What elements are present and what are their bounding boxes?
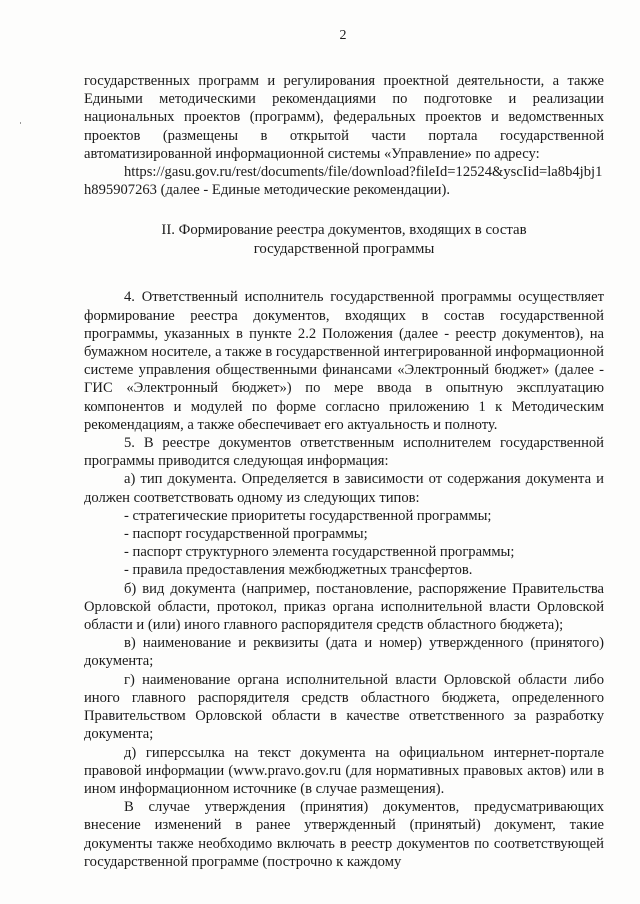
list-item: - паспорт государственной программы; [124, 526, 368, 543]
section-heading-line-2: государственной программы [253, 240, 435, 257]
page-number: 2 [339, 28, 347, 43]
document-body [84, 72, 604, 871]
paragraph-item-5: 5. В реестре документов ответственным исполнителем государственной программы приводится следующая информация: [84, 435, 604, 470]
paragraph-amendments: В случае утверждения (принятия) документов, предусматривающих внесение изменений в ранее утвержденный (принятый) документ, такие документы также необходимо включать в реестр документов по соответствующей государственной программе (построчно к каждому [84, 799, 604, 870]
paragraph-item-g: г) наименование органа исполнительной власти Орловской области либо иного главного распорядителя средств областного бюджета, определенного Правительством Орловской области в качестве ответственного за разработку документа; [84, 671, 604, 743]
section-heading [84, 221, 604, 258]
paragraph-item-4: 4. Ответственный исполнитель государственной программы осуществляет формирование реестра документов, входящих в состав государственной программы, указанных в пункте 2.2 Положения (далее - реестр документов), на бумажном носителе, а также в государственной интегрированной информационной системе управления общественными финансами «Электронный бюджет» (далее - ГИС «Электронный бюджет») по мере ввода в опытную эксплуатацию компонентов и модулей по форме согласно приложению 1 к Методическим рекомендациям, а также обеспечивает его актуальность и полноту. [84, 289, 604, 433]
paragraph-item-a: а) тип документа. Определяется в зависимости от содержания документа и должен соответствовать одному из следующих типов: [84, 471, 604, 506]
paragraph-intro: государственных программ и регулирования проектной деятельности, а также Едиными методическими рекомендациями по подготовке и реализации национальных проектов (программ), федеральных проектов и ведомственных проектов (размещены в открытой части портала государственной автоматизированной информационной системы «Управление» по адресу: [84, 73, 604, 162]
list-item: - стратегические приоритеты государственной программы; [124, 507, 492, 524]
list-item: - правила предоставления межбюджетных трансфертов. [124, 562, 473, 579]
list-item: - паспорт структурного элемента государственной программы; [124, 544, 515, 561]
margin-mark [20, 122, 21, 124]
section-heading-line-1: II. Формирование реестра документов, входящих в состав [161, 222, 527, 239]
paragraph-url: https://gasu.gov.ru/rest/documents/file/download?fileId=12524&yscIid=la8b4jbj1h895907263 (далее - Единые методические рекомендации). [84, 164, 603, 199]
paragraph-item-v: в) наименование и реквизиты (дата и номер) утвержденного (принятого) документа; [84, 635, 604, 670]
paragraph-item-b: б) вид документа (например, постановление, распоряжение Правительства Орловской области, протокол, приказ органа исполнительной власти Орловской области и (или) иного главного распорядителя средств областного бюджета); [84, 580, 604, 634]
paragraph-item-d: д) гиперссылка на текст документа на официальном интернет-портале правовой информации (www.pravo.gov.ru (для нормативных правовых актов) или в ином информационном источнике (в случае размещения). [84, 744, 604, 797]
